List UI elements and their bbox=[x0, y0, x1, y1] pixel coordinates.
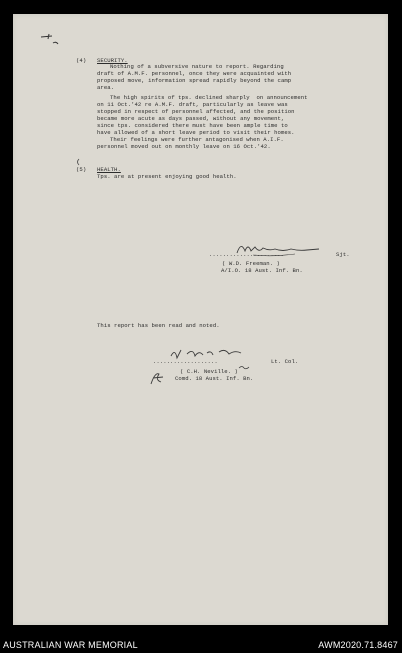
section-4-line-12: personnel moved out on monthly leave on 16 Oct.'42. bbox=[97, 143, 271, 150]
section-4-line-9: since tps. considered there must have been ample time to bbox=[97, 122, 288, 129]
section-4-number: (4) bbox=[76, 57, 87, 64]
bracket-mark bbox=[75, 158, 81, 166]
section-5-heading: HEALTH. bbox=[97, 166, 121, 173]
footer-institution: AUSTRALIAN WAR MEMORIAL bbox=[3, 640, 138, 650]
signature-2-name: ( C.H. Neville. ) bbox=[180, 368, 238, 375]
footer-bar bbox=[0, 636, 402, 653]
section-4-line-8: became more acute as days passed, without any movement, bbox=[97, 115, 285, 122]
section-4-line-7: stopped in respect of personnel affected, and the position bbox=[97, 108, 295, 115]
section-4-heading: SECURITY. bbox=[97, 57, 128, 64]
signature-2-rank: Lt. Col. bbox=[271, 358, 299, 365]
signature-2-unit: Comd. 18 Aust. Inf. Bn. bbox=[175, 375, 254, 382]
footer-accession-id: AWM2020.71.8467 bbox=[318, 640, 398, 650]
signature-2-dots: ................... bbox=[153, 358, 218, 365]
signature-1-dots: ...................... bbox=[209, 251, 284, 258]
pencil-mark bbox=[40, 33, 62, 53]
signature-1-name: ( W.D. Freeman. ) bbox=[222, 260, 280, 267]
section-4-line-10: have allowed of a short leave period to visit their homes. bbox=[97, 129, 295, 136]
document-page bbox=[13, 14, 388, 625]
section-4-line-2: draft of A.M.F. personnel, once they were acquainted with bbox=[97, 70, 292, 77]
section-4-line-4: area. bbox=[97, 84, 115, 91]
section-4-line-1: Nothing of a subversive nature to report. Regarding bbox=[110, 63, 284, 70]
signature-1-unit: A/I.O. 18 Aust. Inf. Bn. bbox=[221, 267, 303, 274]
signature-1-rank: Sjt. bbox=[336, 251, 350, 258]
report-note: This report has been read and noted. bbox=[97, 322, 220, 329]
section-4-line-5: The high spirits of tps. declined sharply on announcement bbox=[110, 94, 308, 101]
section-4-line-3: proposed move, information spread rapidly beyond the camp bbox=[97, 77, 292, 84]
section-5-line: Tps. are at present enjoying good health. bbox=[97, 173, 237, 180]
section-4-line-6: on 11 Oct.'42 re A.M.F. draft, particularly as leave was bbox=[97, 101, 288, 108]
section-4-line-11: Their feelings were further antagonised when A.I.F. bbox=[110, 136, 284, 143]
section-5-number: (5) bbox=[76, 166, 87, 173]
